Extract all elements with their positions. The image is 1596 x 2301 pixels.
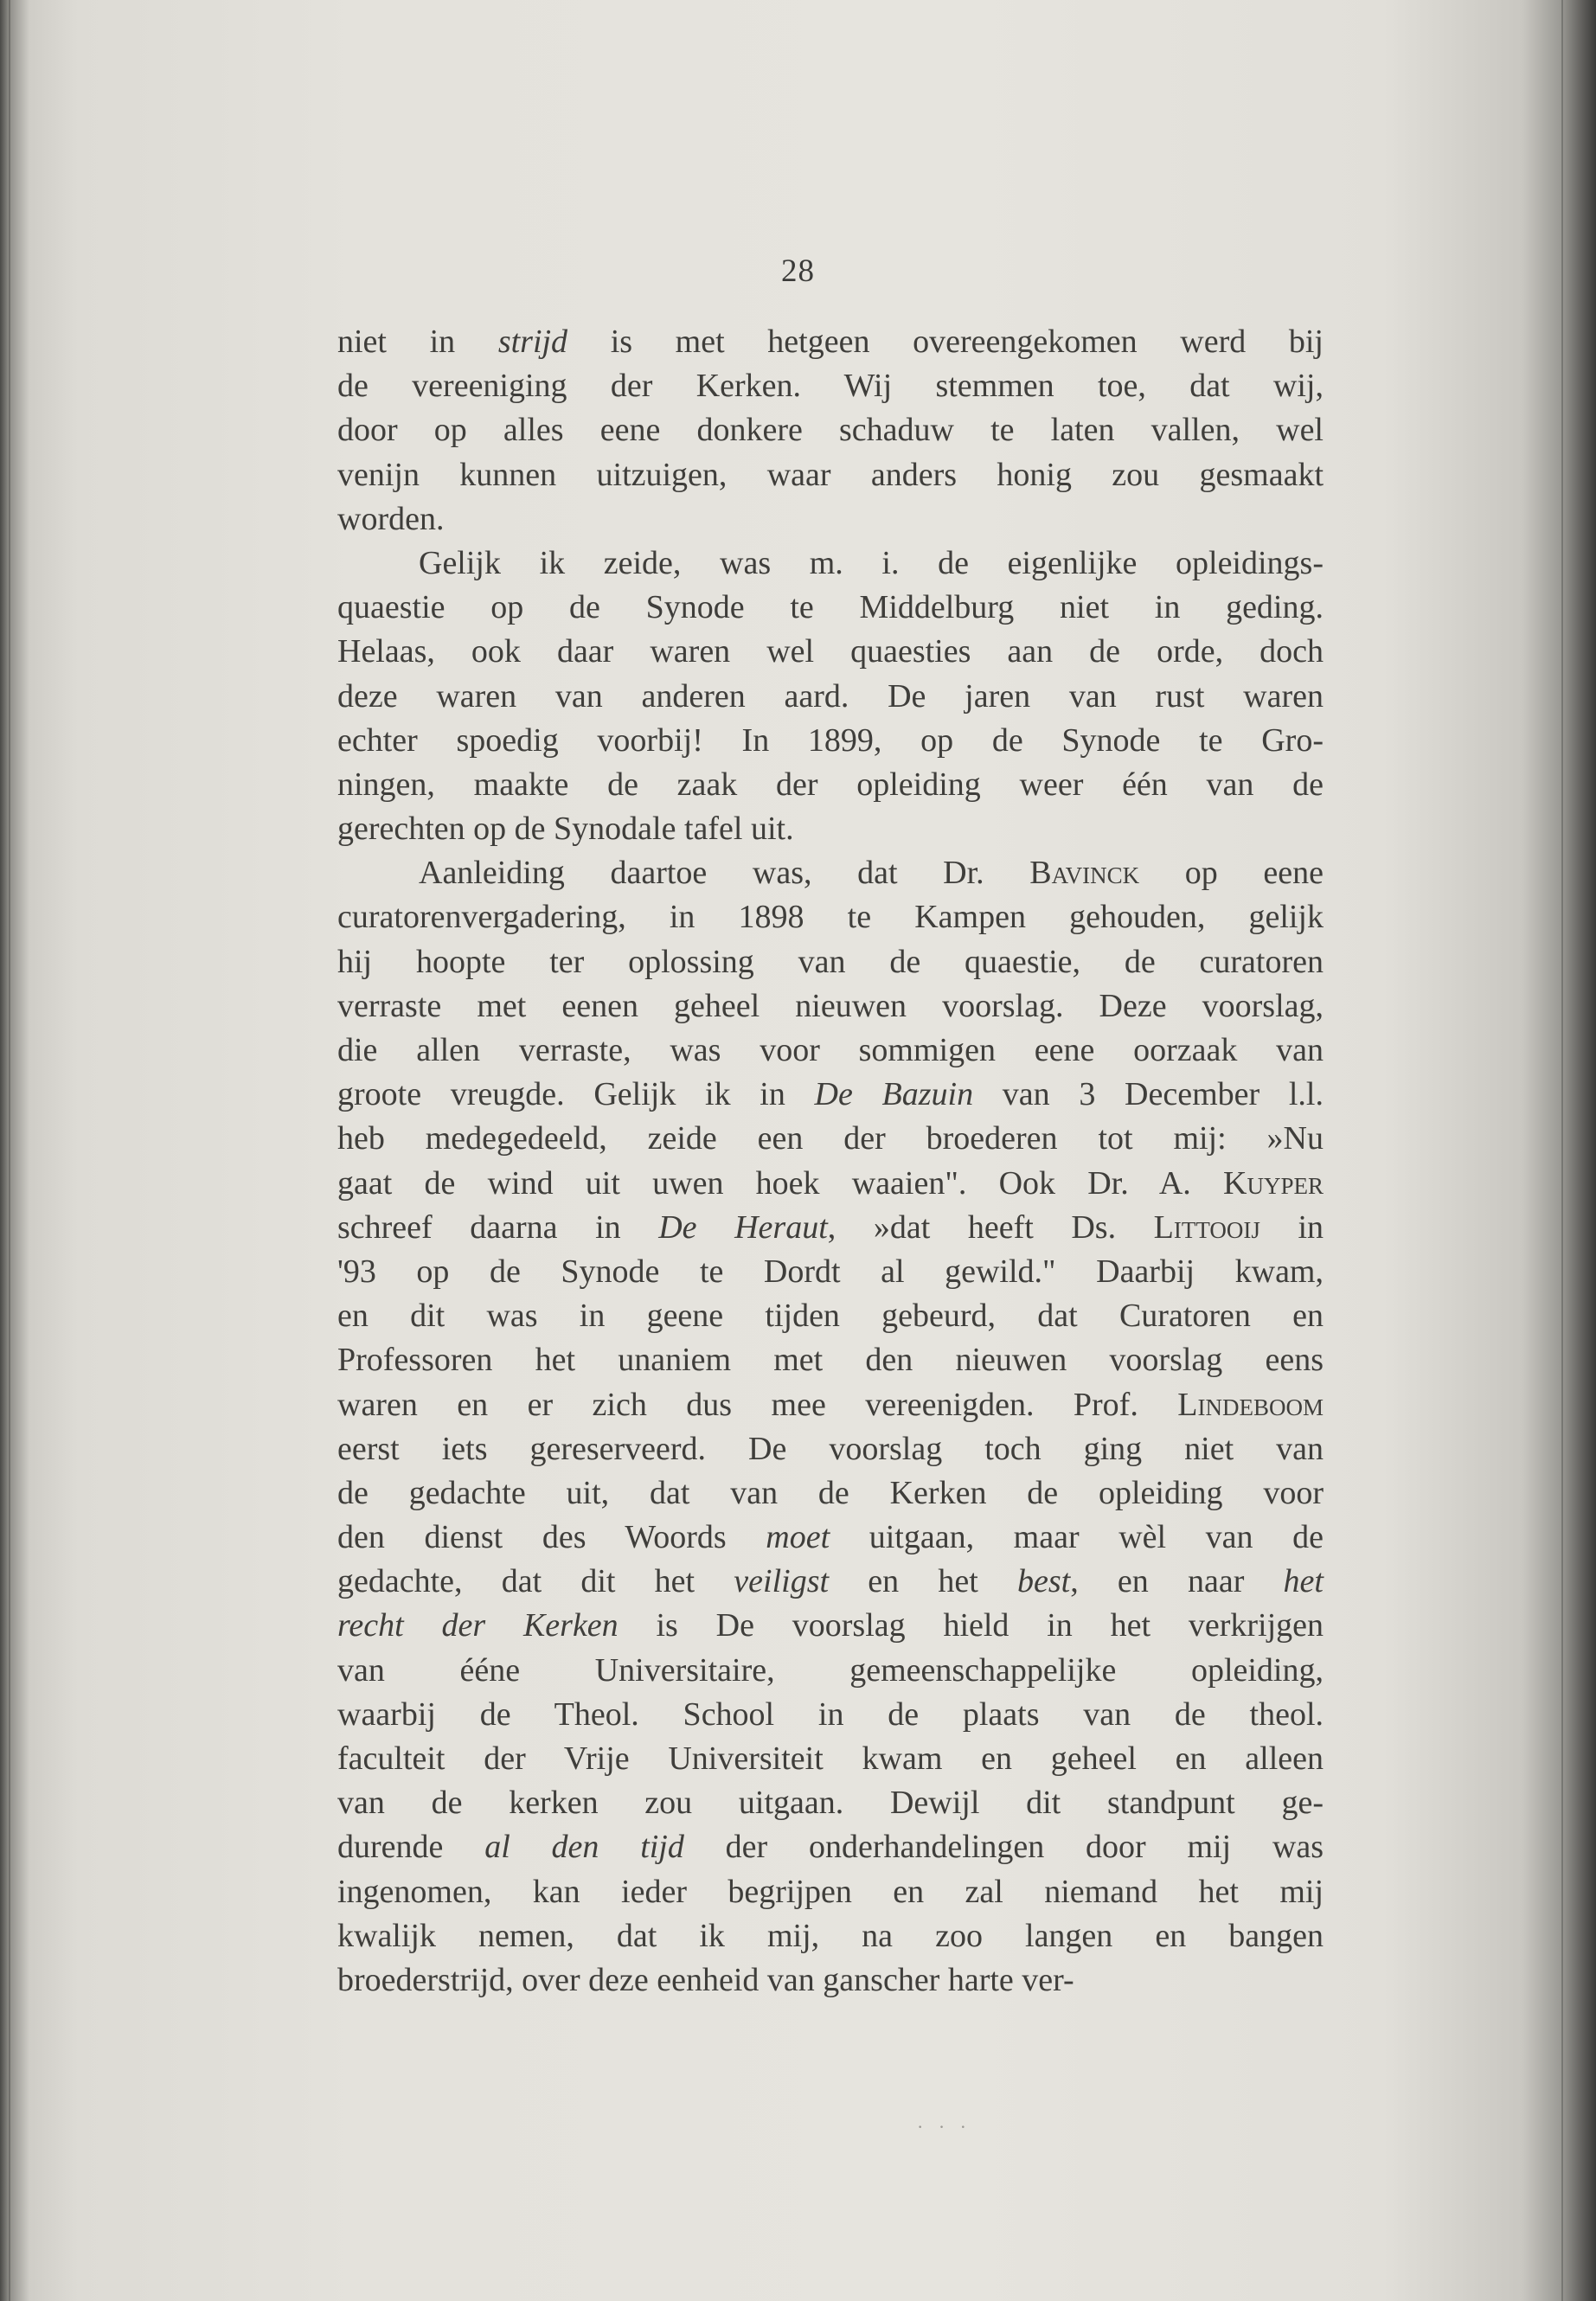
text-segment: '93 op de Synode te Dordt al gewild." Daarbij kwam, (337, 1253, 1324, 1290)
text-segment: waren en er zich dus mee vereenigden. Prof. (337, 1386, 1178, 1423)
text-segment: eerst iets gereserveerd. De voorslag toch ging niet van (337, 1430, 1324, 1467)
text-line (337, 807, 1324, 851)
text-segment: De Heraut (658, 1208, 828, 1246)
text-line (337, 364, 1324, 408)
text-segment: de vereeniging der Kerken. Wij stemmen toe, dat wij, (337, 368, 1324, 405)
text-line (337, 586, 1324, 630)
text-segment: Professoren het unaniem met den nieuwen voorslag eens (337, 1342, 1324, 1379)
text-segment: heb medegedeeld, zeide een der broederen tot mij: »Nu (337, 1120, 1324, 1157)
text-segment: best (1016, 1563, 1071, 1600)
text-segment: Lindeboom (1177, 1386, 1324, 1423)
text-segment: in (1259, 1208, 1324, 1246)
text-segment: hij hoopte ter oplossing van de quaestie, de curatoren (337, 943, 1324, 980)
text-line (337, 984, 1324, 1029)
text-line (337, 1206, 1324, 1250)
text-line (337, 1162, 1324, 1206)
text-line (337, 1073, 1324, 1117)
text-segment: strijd (497, 324, 568, 360)
text-segment: al den tijd (484, 1829, 684, 1866)
text-line (337, 1029, 1324, 1073)
text-segment: van ééne Universitaire, gemeenschappelijke opleiding, (337, 1651, 1324, 1689)
text-line (337, 1516, 1324, 1560)
text-line (337, 851, 1324, 895)
text-segment: uitgaan, maar wèl van de (830, 1519, 1324, 1556)
right-binding-edge (1561, 0, 1563, 2301)
text-segment: durende (337, 1829, 485, 1866)
text-segment: Gelijk ik zeide, was m. i. de eigenlijke opleidings- (419, 544, 1324, 581)
text-segment: verraste met eenen geheel nieuwen voorslag. Deze voorslag, (337, 987, 1324, 1024)
text-line (337, 542, 1324, 586)
text-segment: deze waren van anderen aard. De jaren van rust waren (337, 677, 1324, 715)
text-segment: venijn kunnen uitzuigen, waar anders honig zou gesmaakt (337, 456, 1324, 493)
text-segment: van 3 December l.l. (973, 1076, 1324, 1113)
text-line (337, 895, 1324, 939)
text-line (337, 408, 1324, 452)
text-segment: op eene (1139, 855, 1324, 892)
text-segment: ingenomen, kan ieder begrijpen en zal niemand het mij (337, 1873, 1324, 1910)
text-segment: het (1283, 1563, 1324, 1600)
text-segment: groote vreugde. Gelijk ik in (337, 1076, 815, 1113)
text-segment: , »dat heeft Ds. (827, 1208, 1154, 1246)
text-line (337, 1294, 1324, 1338)
text-line (337, 1338, 1324, 1382)
text-line (337, 940, 1324, 984)
text-line (337, 1914, 1324, 1958)
text-segment: Littooij (1153, 1208, 1260, 1246)
text-line (337, 1737, 1324, 1781)
text-segment: veiligst (734, 1563, 830, 1600)
text-segment: niet in (337, 324, 498, 360)
text-segment: quaestie op de Synode te Middelburg niet in geding. (337, 589, 1324, 626)
text-line (337, 320, 1324, 364)
text-segment: echter spoedig voorbij! In 1899, op de Synode te Gro- (337, 721, 1324, 759)
text-line (337, 497, 1324, 542)
text-segment: broederstrijd, over deze eenheid van ganscher harte ver- (337, 1961, 1074, 1998)
text-line (337, 1250, 1324, 1294)
text-segment: kwalijk nemen, dat ik mij, na zoo langen en bangen (337, 1917, 1324, 1954)
text-segment: schreef daarna in (337, 1208, 659, 1246)
text-segment: ningen, maakte de zaak der opleiding weer één van de (337, 766, 1324, 803)
paper-specks: · · · (917, 2116, 971, 2138)
text-line (337, 719, 1324, 763)
text-line (337, 1825, 1324, 1869)
text-line (337, 630, 1324, 674)
left-binding-edge (9, 0, 10, 2301)
text-line (337, 1649, 1324, 1693)
text-segment: Helaas, ook daar waren wel quaesties aan de orde, doch (337, 633, 1324, 670)
text-segment: die allen verraste, was voor sommigen eene oorzaak van (337, 1032, 1324, 1068)
text-segment: Kuyper (1223, 1164, 1324, 1202)
text-line (337, 1117, 1324, 1161)
text-segment: gaat de wind uit uwen hoek waaien". Ook Dr. A. (337, 1164, 1224, 1202)
text-line (337, 1693, 1324, 1737)
text-line (337, 675, 1324, 719)
text-segment: door op alles eene donkere schaduw te laten vallen, wel (337, 412, 1324, 449)
text-line (337, 1958, 1324, 2003)
text-segment: Bavinck (1029, 855, 1140, 892)
text-line (337, 1604, 1324, 1648)
text-segment: den dienst des Woords (337, 1519, 766, 1556)
text-line (337, 1383, 1324, 1427)
text-line (337, 1427, 1324, 1471)
text-line (337, 1870, 1324, 1914)
text-line (337, 1560, 1324, 1604)
text-segment: is met hetgeen overeengekomen werd bij (567, 324, 1324, 360)
text-segment: faculteit der Vrije Universiteit kwam en geheel en alleen (337, 1740, 1324, 1777)
text-segment: van de kerken zou uitgaan. Dewijl dit standpunt ge- (337, 1785, 1324, 1822)
text-segment: moet (766, 1519, 830, 1556)
text-segment: is De voorslag hield in het verkrijgen (618, 1607, 1324, 1644)
text-line (337, 453, 1324, 497)
text-segment: waarbij de Theol. School in de plaats van de theol. (337, 1695, 1324, 1733)
text-line (337, 763, 1324, 807)
text-segment: gerechten op de Synodale tafel uit. (337, 811, 794, 848)
page-number: 28 (781, 253, 815, 289)
text-segment: en dit was in geene tijden gebeurd, dat Curatoren en (337, 1298, 1324, 1335)
text-segment: en het (829, 1563, 1017, 1600)
text-line (337, 1471, 1324, 1516)
text-segment: de gedachte uit, dat van de Kerken de opleiding voor (337, 1474, 1324, 1511)
text-segment: curatorenvergadering, in 1898 te Kampen gehouden, gelijk (337, 899, 1324, 936)
text-segment: , en naar (1070, 1563, 1284, 1600)
text-segment: De Bazuin (814, 1076, 974, 1113)
body-text (337, 320, 1324, 2003)
text-segment: worden. (337, 500, 445, 537)
text-segment: recht der Kerken (337, 1607, 619, 1644)
text-segment: der onderhandelingen door mij was (683, 1829, 1324, 1866)
text-segment: Aanleiding daartoe was, dat Dr. (419, 855, 1030, 892)
text-segment: gedachte, dat dit het (337, 1563, 734, 1600)
text-line (337, 1781, 1324, 1825)
